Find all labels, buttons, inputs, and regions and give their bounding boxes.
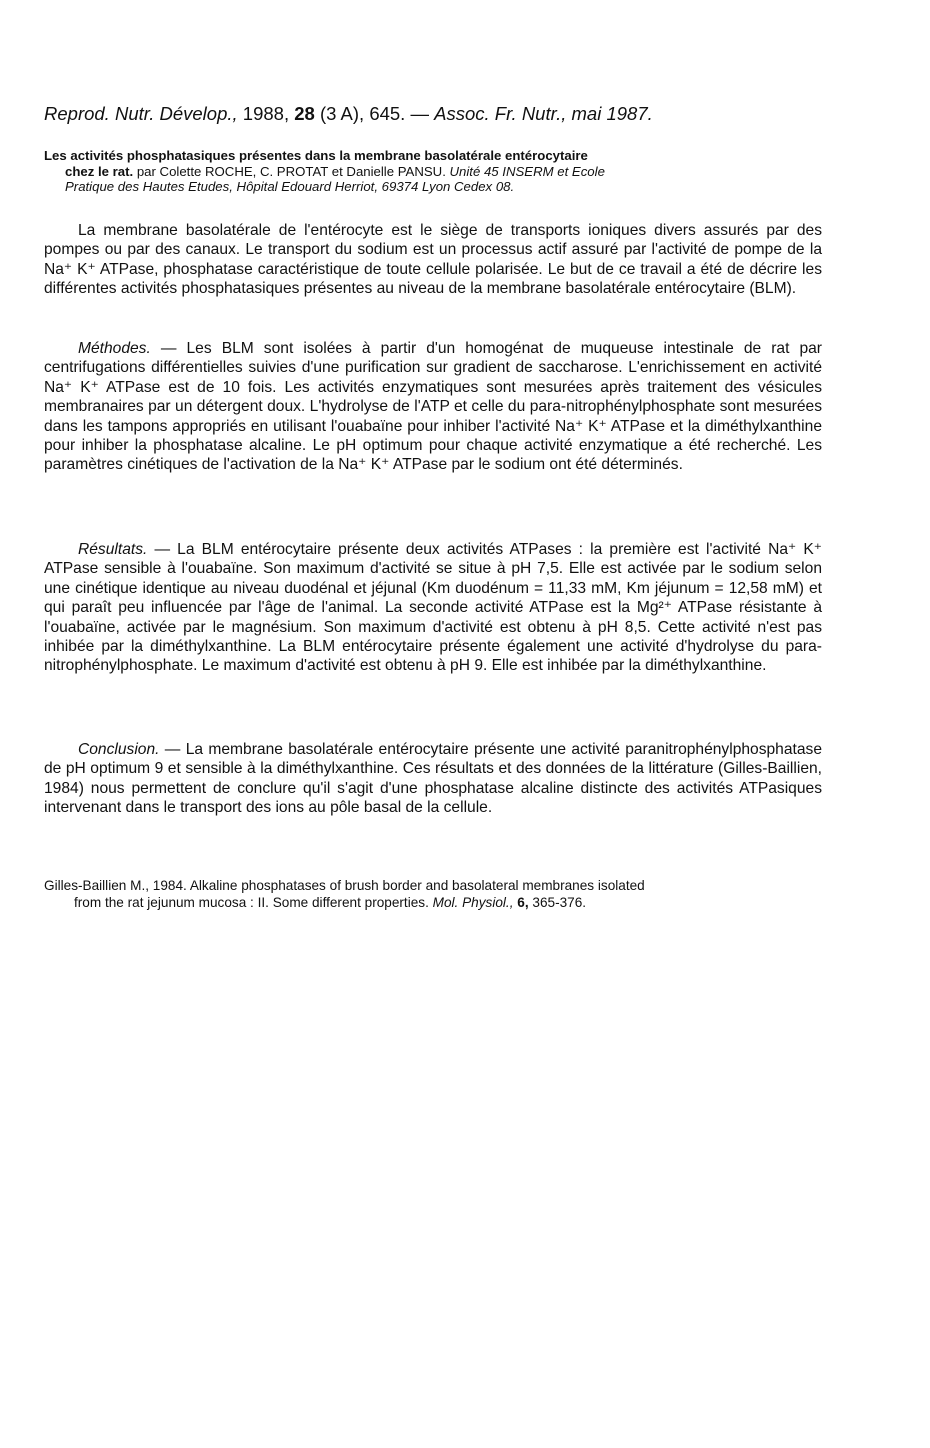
reference-title-end: from the rat jejunum mucosa : II. Some different properties.: [74, 895, 433, 910]
citation-dash: —: [410, 103, 429, 124]
conclusion-text: — La membrane basolatérale entérocytaire présente une activité paranitrophénylphosphatase de pH optimum 9 et sensible à la diméthylxanthine. Ces résultats et des données de la littérature (Gilles-Baillien, 1984) nous permettent de conclure qu'il s'agit d'une phosphatase alcaline distincte des activités ATPasiques intervenant dans le transport des ions au pôle basal de la cellule.: [44, 741, 822, 817]
conclusion-heading: Conclusion.: [78, 741, 160, 758]
reference-volume: 6,: [513, 895, 529, 910]
reference-pages: 365-376.: [528, 895, 587, 910]
results-heading: Résultats.: [78, 541, 148, 558]
article-affiliation-2: Pratique des Hautes Etudes, Hôpital Edouard Herriot, 69374 Lyon Cedex 08.: [65, 179, 515, 194]
article-header: [44, 148, 834, 195]
conclusion-paragraph: [44, 740, 822, 818]
article-title: Les activités phosphatasiques présentes dans la membrane basolatérale entérocytaire: [44, 148, 588, 163]
reference-entry: [44, 877, 834, 911]
journal-citation: [44, 102, 864, 126]
reference-line-2: [44, 894, 834, 911]
article-title-continuation: [44, 164, 834, 180]
reference-line-1: Gilles-Baillien M., 1984. Alkaline phosphatases of brush border and basolateral membranes isolated: [44, 878, 645, 893]
intro-paragraph: La membrane basolatérale de l'entérocyte est le siège de transports ioniques divers assurés par des pompes ou par des canaux. Le transport du sodium est un processus actif assuré par l'activité de pompe de la Na⁺ K⁺ ATPase, phosphatase caractéristique de toute cellule polarisée. Le but de ce travail a été de décrire les différentes activités phosphatasiques présentes au niveau de la membrane basolatérale entérocytaire (BLM).: [44, 222, 822, 298]
journal-name: Reprod. Nutr. Dévelop.,: [44, 103, 238, 124]
citation-issue: (3 A),: [319, 103, 365, 124]
article-affiliation-1: Unité 45 INSERM et Ecole: [445, 163, 605, 179]
methods-paragraph: [44, 339, 822, 475]
article-title-cont: chez le rat.: [65, 163, 134, 179]
results-paragraph: [44, 540, 822, 676]
citation-meeting: Assoc. Fr. Nutr., mai 1987.: [434, 103, 653, 124]
methods-text: — Les BLM sont isolées à partir d'un homogénat de muqueuse intestinale de rat par centrifugations différentielles suivies d'une purification sur gradient de saccharose. L'enrichissement en activité Na⁺ K⁺ ATPase est de 10 fois. Les activités enzymatiques sont mesurées après traitement des vésicules membranaires par un détergent doux. L'hydrolyse de l'ATP et celle du para-nitrophénylphosphate sont mesurées dans les tampons appropriés en utilisant l'ouabaïne pour inhiber l'activité Na⁺ K⁺ ATPase et la diméthylxanthine pour inhiber la phosphatase alcaline. Le pH optimum pour chaque activité enzymatique a été recherché. Les paramètres cinétiques de l'activation de la Na⁺ K⁺ ATPase par le sodium ont été déterminés.: [44, 340, 822, 474]
methods-heading: Méthodes.: [78, 340, 151, 357]
article-authors: par Colette ROCHE, C. PROTAT et Danielle PANSU.: [133, 163, 446, 179]
citation-volume: 28: [294, 103, 315, 124]
results-text: — La BLM entérocytaire présente deux activités ATPases : la première est l'activité Na⁺ K⁺ ATPase sensible à l'ouabaïne. Son maximum d'activité se situe à pH 7,5. Elle est activée par le sodium selon une cinétique identique au niveau duodénal et jéjunal (Km duodénum = 11,33 mM, Km jéjunum = 12,58 mM) et qui paraît peu influencée par l'âge de l'animal. La seconde activité ATPase est la Mg²⁺ ATPase résistante à l'ouabaïne, activée par le magnésium. Son maximum d'activité est obtenu à pH 8,5. Cette activité n'est pas inhibée par la diméthylxanthine. La BLM entérocytaire présente également une activité d'hydrolyse du para-nitrophénylphosphate. Le maximum d'activité est obtenu à pH 9. Elle est inhibée par la diméthylxanthine.: [44, 541, 822, 675]
citation-year: 1988,: [242, 103, 290, 124]
citation-page: 645.: [369, 103, 406, 124]
reference-journal: Mol. Physiol.,: [432, 895, 514, 910]
